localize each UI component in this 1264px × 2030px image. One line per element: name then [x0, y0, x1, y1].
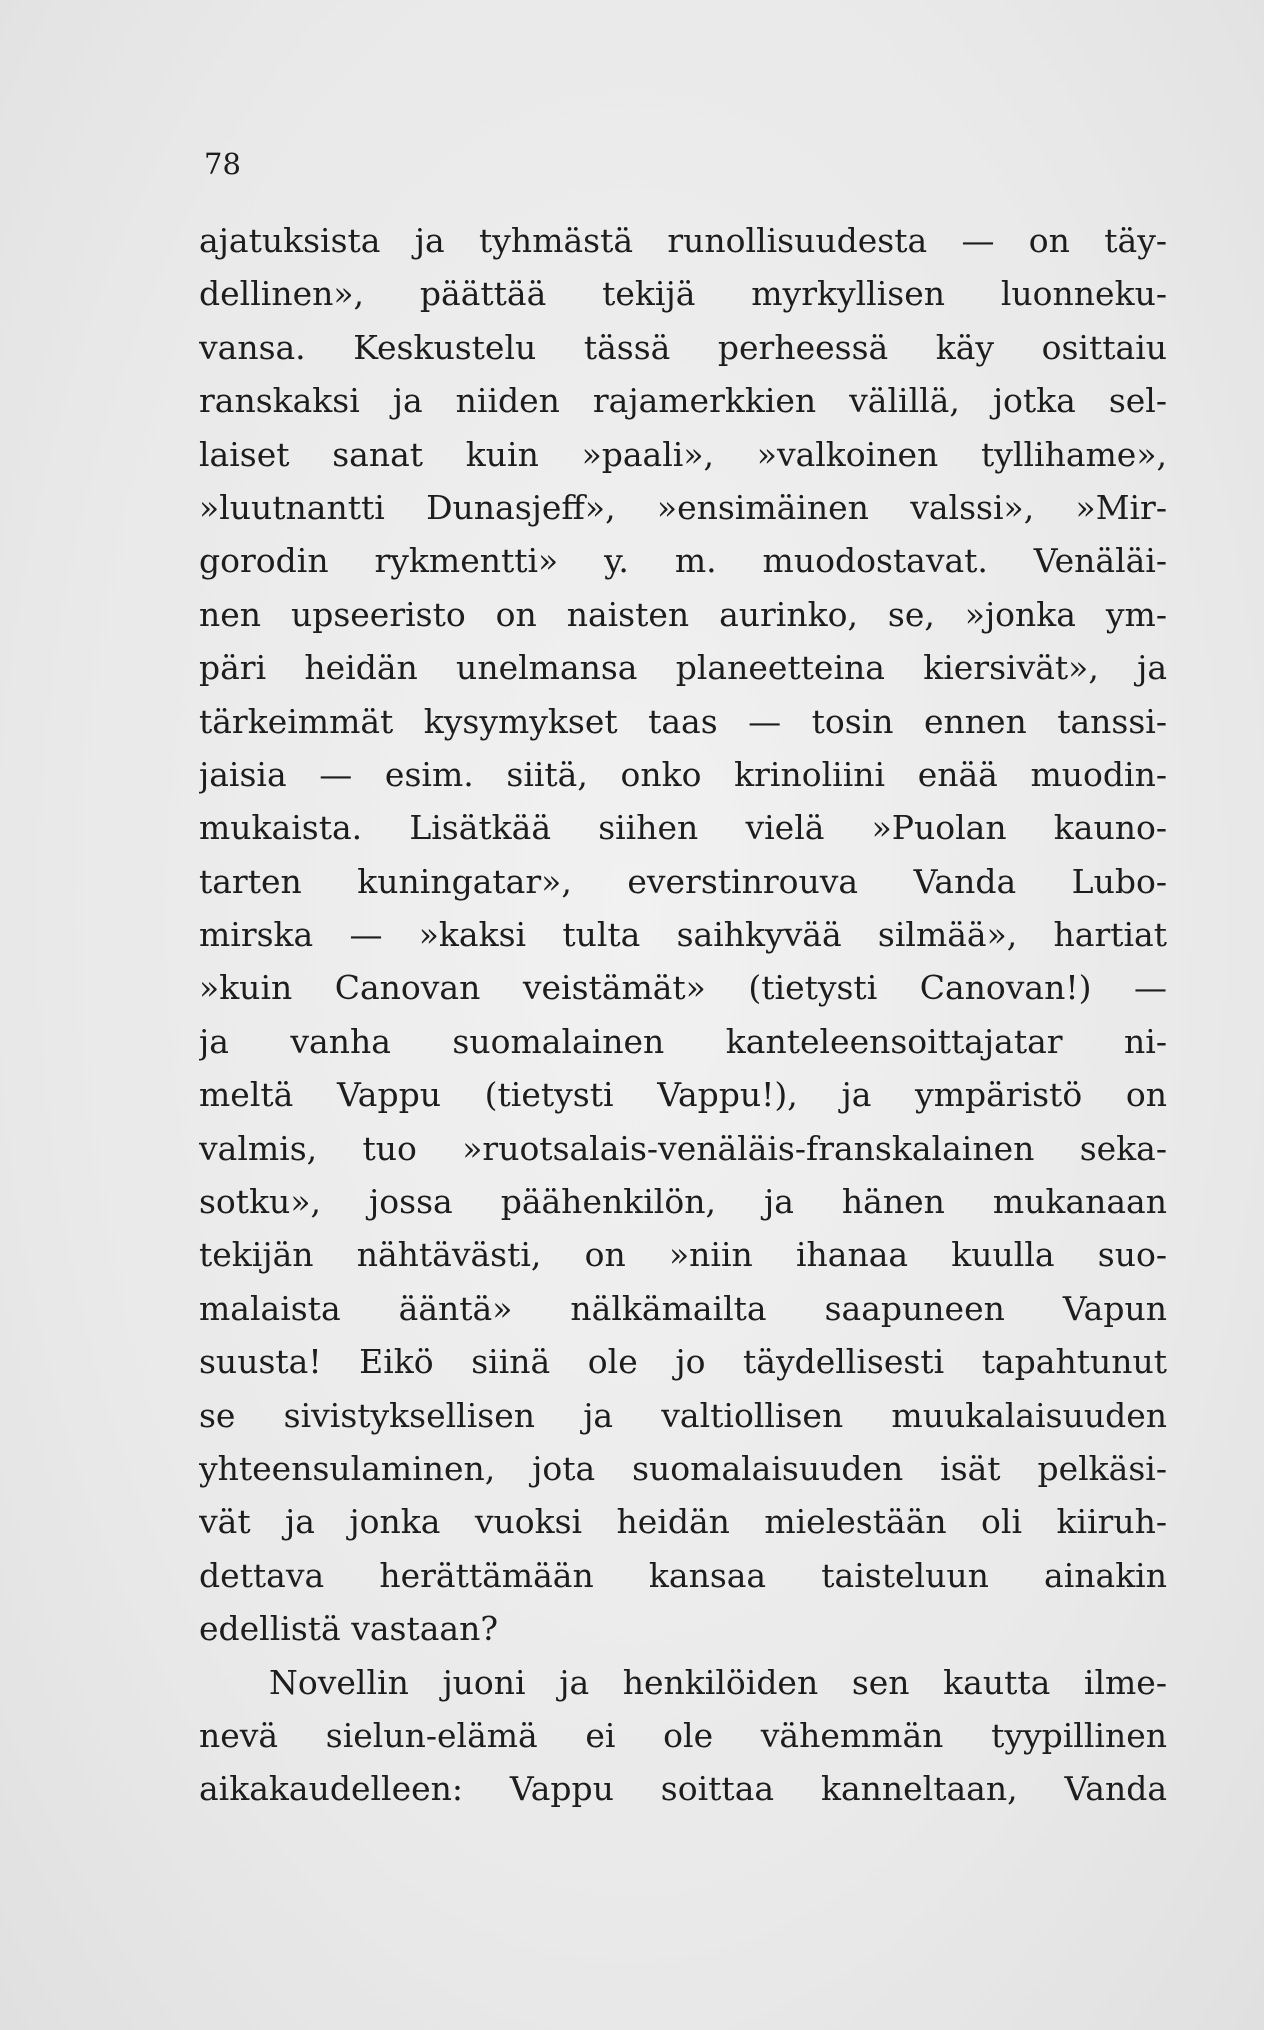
text-line: malaista ääntä» nälkämailta saapuneen Vapun: [199, 1288, 1167, 1328]
text-line: tekijän nähtävästi, on »niin ihanaa kuulla suo-: [199, 1235, 1167, 1275]
text-line: vät ja jonka vuoksi heidän mielestään oli kiiruh-: [199, 1502, 1167, 1542]
text-line: valmis, tuo »ruotsalais-venäläis-franskalainen seka-: [199, 1128, 1167, 1168]
page-number: 78: [204, 147, 241, 181]
text-line: ajatuksista ja tyhmästä runollisuudesta — on täy-: [199, 221, 1167, 260]
text-line: mukaista. Lisätkää siihen vielä »Puolan kauno-: [199, 808, 1167, 848]
text-line: gorodin rykmentti» y. m. muodostavat. Venäläi-: [199, 541, 1167, 581]
text-line: ranskaksi ja niiden rajamerkkien välillä, jotka sel-: [199, 381, 1167, 421]
text-line: vansa. Keskustelu tässä perheessä käy osittaiu: [199, 327, 1167, 367]
text-line: päri heidän unelmansa planeetteina kiersivät», ja: [199, 648, 1167, 688]
text-line: sotku», jossa päähenkilön, ja hänen mukanaan: [199, 1182, 1167, 1222]
text-line: edellistä vastaan?: [199, 1609, 499, 1649]
text-line: yhteensulaminen, jota suomalaisuuden isät pelkäsi-: [199, 1448, 1167, 1488]
text-line: jaisia — esim. siitä, onko krinoliini enää muodin-: [199, 754, 1167, 794]
text-line: laiset sanat kuin »paali», »valkoinen tyllihame»,: [199, 434, 1167, 474]
text-line: aikakaudelleen: Vappu soittaa kanneltaan, Vanda: [199, 1769, 1167, 1809]
text-line: nen upseeristo on naisten aurinko, se, »jonka ym-: [199, 594, 1167, 634]
text-line: ja vanha suomalainen kanteleensoittajatar ni-: [199, 1021, 1167, 1061]
text-line: mirska — »kaksi tulta saihkyvää silmää», hartiat: [199, 915, 1167, 955]
text-line: meltä Vappu (tietysti Vappu!), ja ympäristö on: [199, 1075, 1167, 1115]
body-text: [199, 214, 1167, 1816]
text-line: suusta! Eikö siinä ole jo täydellisesti tapahtunut: [199, 1342, 1167, 1382]
text-line: dellinen», päättää tekijä myrkyllisen luonneku-: [199, 274, 1167, 314]
text-line: se sivistyksellisen ja valtiollisen muukalaisuuden: [199, 1395, 1167, 1435]
text-line: »kuin Canovan veistämät» (tietysti Canovan!) —: [199, 968, 1167, 1008]
text-line: tärkeimmät kysymykset taas — tosin ennen tanssi-: [199, 701, 1167, 741]
text-line: tarten kuningatar», everstinrouva Vanda Lubo-: [199, 861, 1167, 901]
text-line: »luutnantti Dunasjeff», »ensimäinen valssi», »Mir-: [199, 487, 1167, 527]
text-line: Novellin juoni ja henkilöiden sen kautta ilme-: [269, 1662, 1167, 1702]
text-line: dettava herättämään kansaa taisteluun ainakin: [199, 1555, 1167, 1595]
text-line: nevä sielun-elämä ei ole vähemmän tyypillinen: [199, 1715, 1167, 1755]
